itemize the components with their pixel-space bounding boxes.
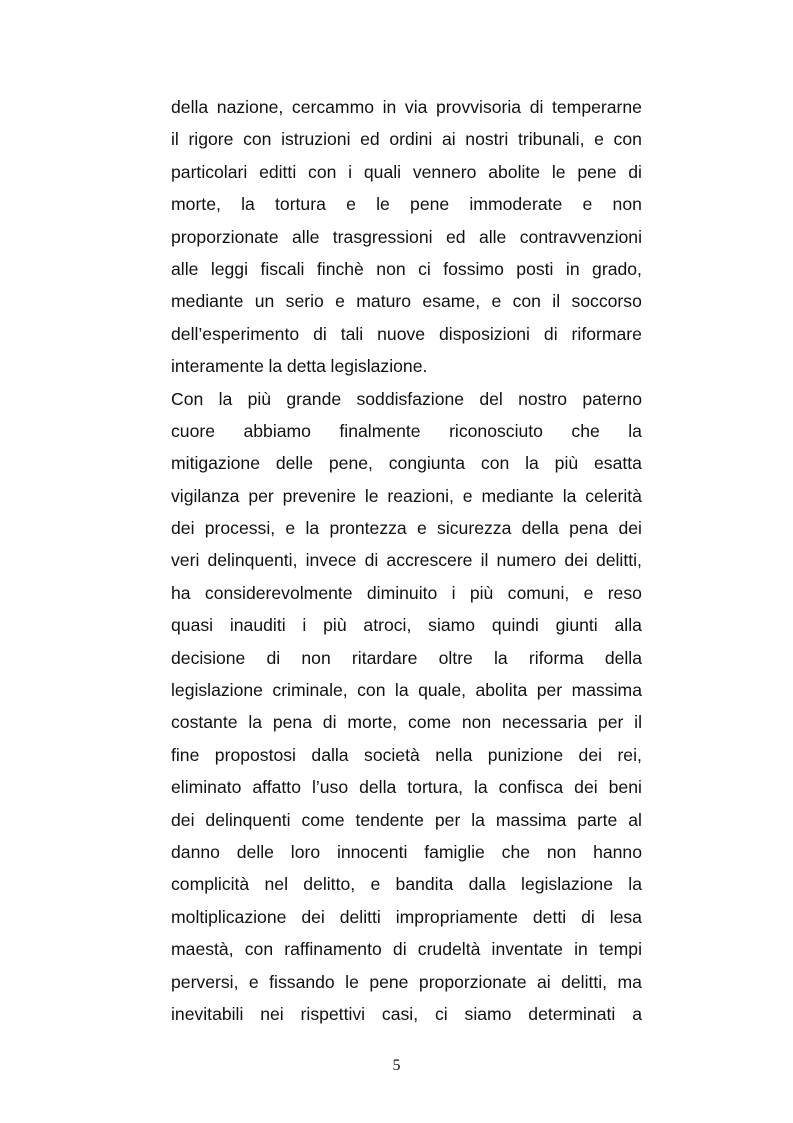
text-line: costante la pena di morte, come non necessaria per il bbox=[171, 712, 642, 733]
text-line: perversi, e fissando le pene proporzionate ai delitti, ma bbox=[171, 971, 642, 992]
text-line: Con la più grande soddisfazione del nostro paterno bbox=[171, 388, 642, 409]
text-line: maestà, con raffinamento di crudeltà inventate in tempi bbox=[171, 939, 642, 960]
text-line: inevitabili nei rispettivi casi, ci siamo determinati a bbox=[171, 1003, 642, 1024]
text-line: mediante un serio e maturo esame, e con il soccorso bbox=[171, 291, 642, 312]
text-line: legislazione criminale, con la quale, abolita per massima bbox=[171, 680, 642, 701]
text-line: fine propostosi dalla società nella punizione dei rei, bbox=[171, 744, 642, 765]
text-line: eliminato affatto l’uso della tortura, la confisca dei beni bbox=[171, 777, 642, 798]
text-line: cuore abbiamo finalmente riconosciuto che la bbox=[171, 420, 642, 441]
page-number: 5 bbox=[392, 1057, 401, 1074]
text-line: proporzionate alle trasgressioni ed alle contravvenzioni bbox=[171, 226, 642, 247]
text-line: complicità nel delitto, e bandita dalla legislazione la bbox=[171, 874, 642, 895]
text-line: veri delinquenti, invece di accrescere il numero dei delitti, bbox=[171, 550, 642, 571]
text-line: moltiplicazione dei delitti impropriamente detti di lesa bbox=[171, 906, 642, 927]
text-line: alle leggi fiscali finchè non ci fossimo posti in grado, bbox=[171, 258, 642, 279]
text-line: dell’esperimento di tali nuove disposizioni di riformare bbox=[171, 323, 642, 344]
text-line: dei delinquenti come tendente per la massima parte al bbox=[171, 809, 642, 830]
text-line: ha considerevolmente diminuito i più comuni, e reso bbox=[171, 582, 642, 603]
text-line: interamente la detta legislazione. bbox=[171, 356, 428, 377]
text-line: particolari editti con i quali vennero abolite le pene di bbox=[171, 161, 642, 182]
text-line: dei processi, e la prontezza e sicurezza della pena dei bbox=[171, 518, 642, 539]
body-text bbox=[171, 91, 642, 1030]
text-line: della nazione, cercammo in via provvisoria di temperarne bbox=[171, 97, 642, 117]
text-line: morte, la tortura e le pene immoderate e non bbox=[171, 194, 642, 215]
text-line: quasi inauditi i più atroci, siamo quindi giunti alla bbox=[171, 615, 642, 636]
text-line: vigilanza per prevenire le reazioni, e mediante la celerità bbox=[171, 485, 642, 506]
text-line: il rigore con istruzioni ed ordini ai nostri tribunali, e con bbox=[171, 129, 642, 150]
text-line: danno delle loro innocenti famiglie che non hanno bbox=[171, 841, 642, 862]
text-line: decisione di non ritardare oltre la riforma della bbox=[171, 647, 642, 668]
text-line: mitigazione delle pene, congiunta con la più esatta bbox=[171, 453, 642, 474]
